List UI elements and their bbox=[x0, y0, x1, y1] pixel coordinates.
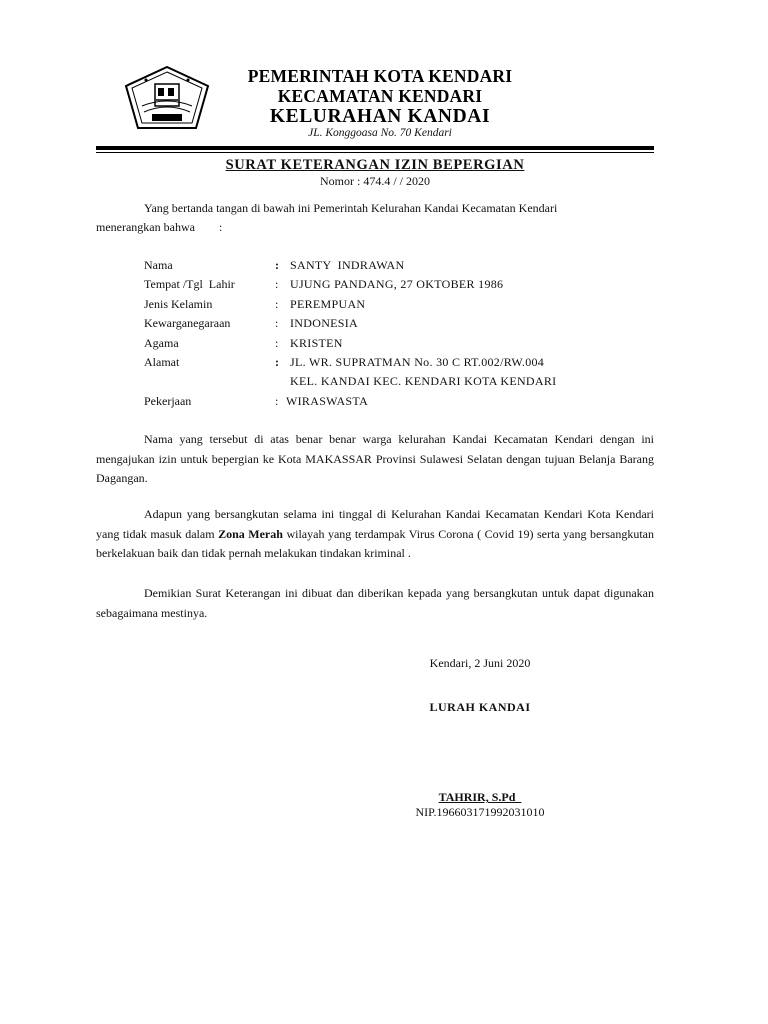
letterhead-subdistrict: KELURAHAN KANDAI bbox=[269, 106, 491, 127]
identity-label: Jenis Kelamin bbox=[144, 296, 213, 311]
identity-value: JL. WR. SUPRATMAN No. 30 C RT.002/RW.004 bbox=[290, 355, 545, 369]
signature-position: LURAH KANDAI bbox=[429, 700, 531, 714]
identity-colon: : bbox=[275, 355, 279, 369]
identity-colon: : bbox=[275, 316, 279, 331]
letter-title: SURAT KETERANGAN IZIN BEPERGIAN bbox=[225, 157, 525, 173]
letterhead-address: JL. Konggoasa No. 70 Kendari bbox=[308, 127, 452, 139]
paragraph-purpose bbox=[96, 430, 654, 489]
paragraph-status bbox=[96, 505, 654, 564]
paragraph-closing bbox=[96, 584, 654, 623]
identity-value: UJUNG PANDANG, 27 OKTOBER 1986 bbox=[290, 277, 504, 292]
signatory-nip: NIP.196603171992031010 bbox=[415, 805, 545, 819]
header-divider-thin bbox=[96, 152, 654, 153]
letterhead-government: PEMERINTAH KOTA KENDARI bbox=[247, 66, 513, 86]
identity-colon: : bbox=[275, 258, 279, 272]
red-zone-text: Zona Merah bbox=[218, 526, 283, 541]
signature-place-date: Kendari, 2 Juni 2020 bbox=[429, 656, 531, 670]
header-divider-thick bbox=[96, 146, 654, 150]
paragraph-closing-text: Demikian Surat Keterangan ini dibuat dan diberikan kepada yang bersangkutan untuk dapat digunakan sebagaimana mestinya. bbox=[96, 586, 654, 620]
identity-value: KRISTEN bbox=[290, 335, 343, 350]
paragraph-status-text-1: Adapun yang bersangkutan selama ini tinggal di Kelurahan Kandai Kecamatan Kendari Kota Kendari yang tidak masuk dalam bbox=[96, 507, 654, 541]
identity-label: Kewarganegaraan bbox=[144, 316, 231, 331]
identity-value: INDONESIA bbox=[290, 316, 359, 331]
signatory-name: TAHRIR, S.Pd bbox=[438, 790, 522, 804]
kendari-emblem-icon bbox=[124, 66, 210, 130]
letterhead-district: KECAMATAN KENDARI bbox=[277, 86, 483, 106]
identity-colon: : bbox=[275, 335, 279, 350]
identity-label: Agama bbox=[144, 335, 179, 350]
identity-value: KEL. KANDAI KEC. KENDARI KOTA KENDARI bbox=[290, 374, 557, 389]
identity-label: Nama bbox=[144, 258, 173, 272]
letter-number: Nomor : 474.4 / / 2020 bbox=[320, 174, 430, 188]
identity-value: SANTY INDRAWAN bbox=[290, 258, 405, 272]
identity-label: Tempat /Tgl Lahir bbox=[144, 277, 235, 292]
identity-label: Alamat bbox=[144, 355, 180, 369]
identity-colon: : bbox=[275, 393, 279, 408]
identity-colon: : bbox=[275, 277, 279, 292]
identity-colon: : bbox=[275, 296, 279, 311]
identity-value: WIRASWASTA bbox=[286, 393, 369, 408]
opening-line-2: menerangkan bahwa : bbox=[96, 220, 223, 234]
opening-line-1: Yang bertanda tangan di bawah ini Pemerintah Kelurahan Kandai Kecamatan Kendari bbox=[144, 201, 558, 215]
identity-label: Pekerjaan bbox=[144, 393, 192, 408]
paragraph-purpose-text: Nama yang tersebut di atas benar benar warga kelurahan Kandai Kecamatan Kendari dengan ini mengajukan izin untuk bepergian ke Kota MAKASSAR Provinsi Sulawesi Selatan dengan tujuan Belanja Barang Dagangan. bbox=[96, 432, 654, 485]
paragraph-status-text-2: wilayah yang terdampak Virus Corona ( Covid 19) serta yang bersangkutan berkelakuan baik dan tidak pernah melakukan tindakan kriminal . bbox=[96, 526, 654, 560]
identity-value: PEREMPUAN bbox=[290, 296, 366, 311]
